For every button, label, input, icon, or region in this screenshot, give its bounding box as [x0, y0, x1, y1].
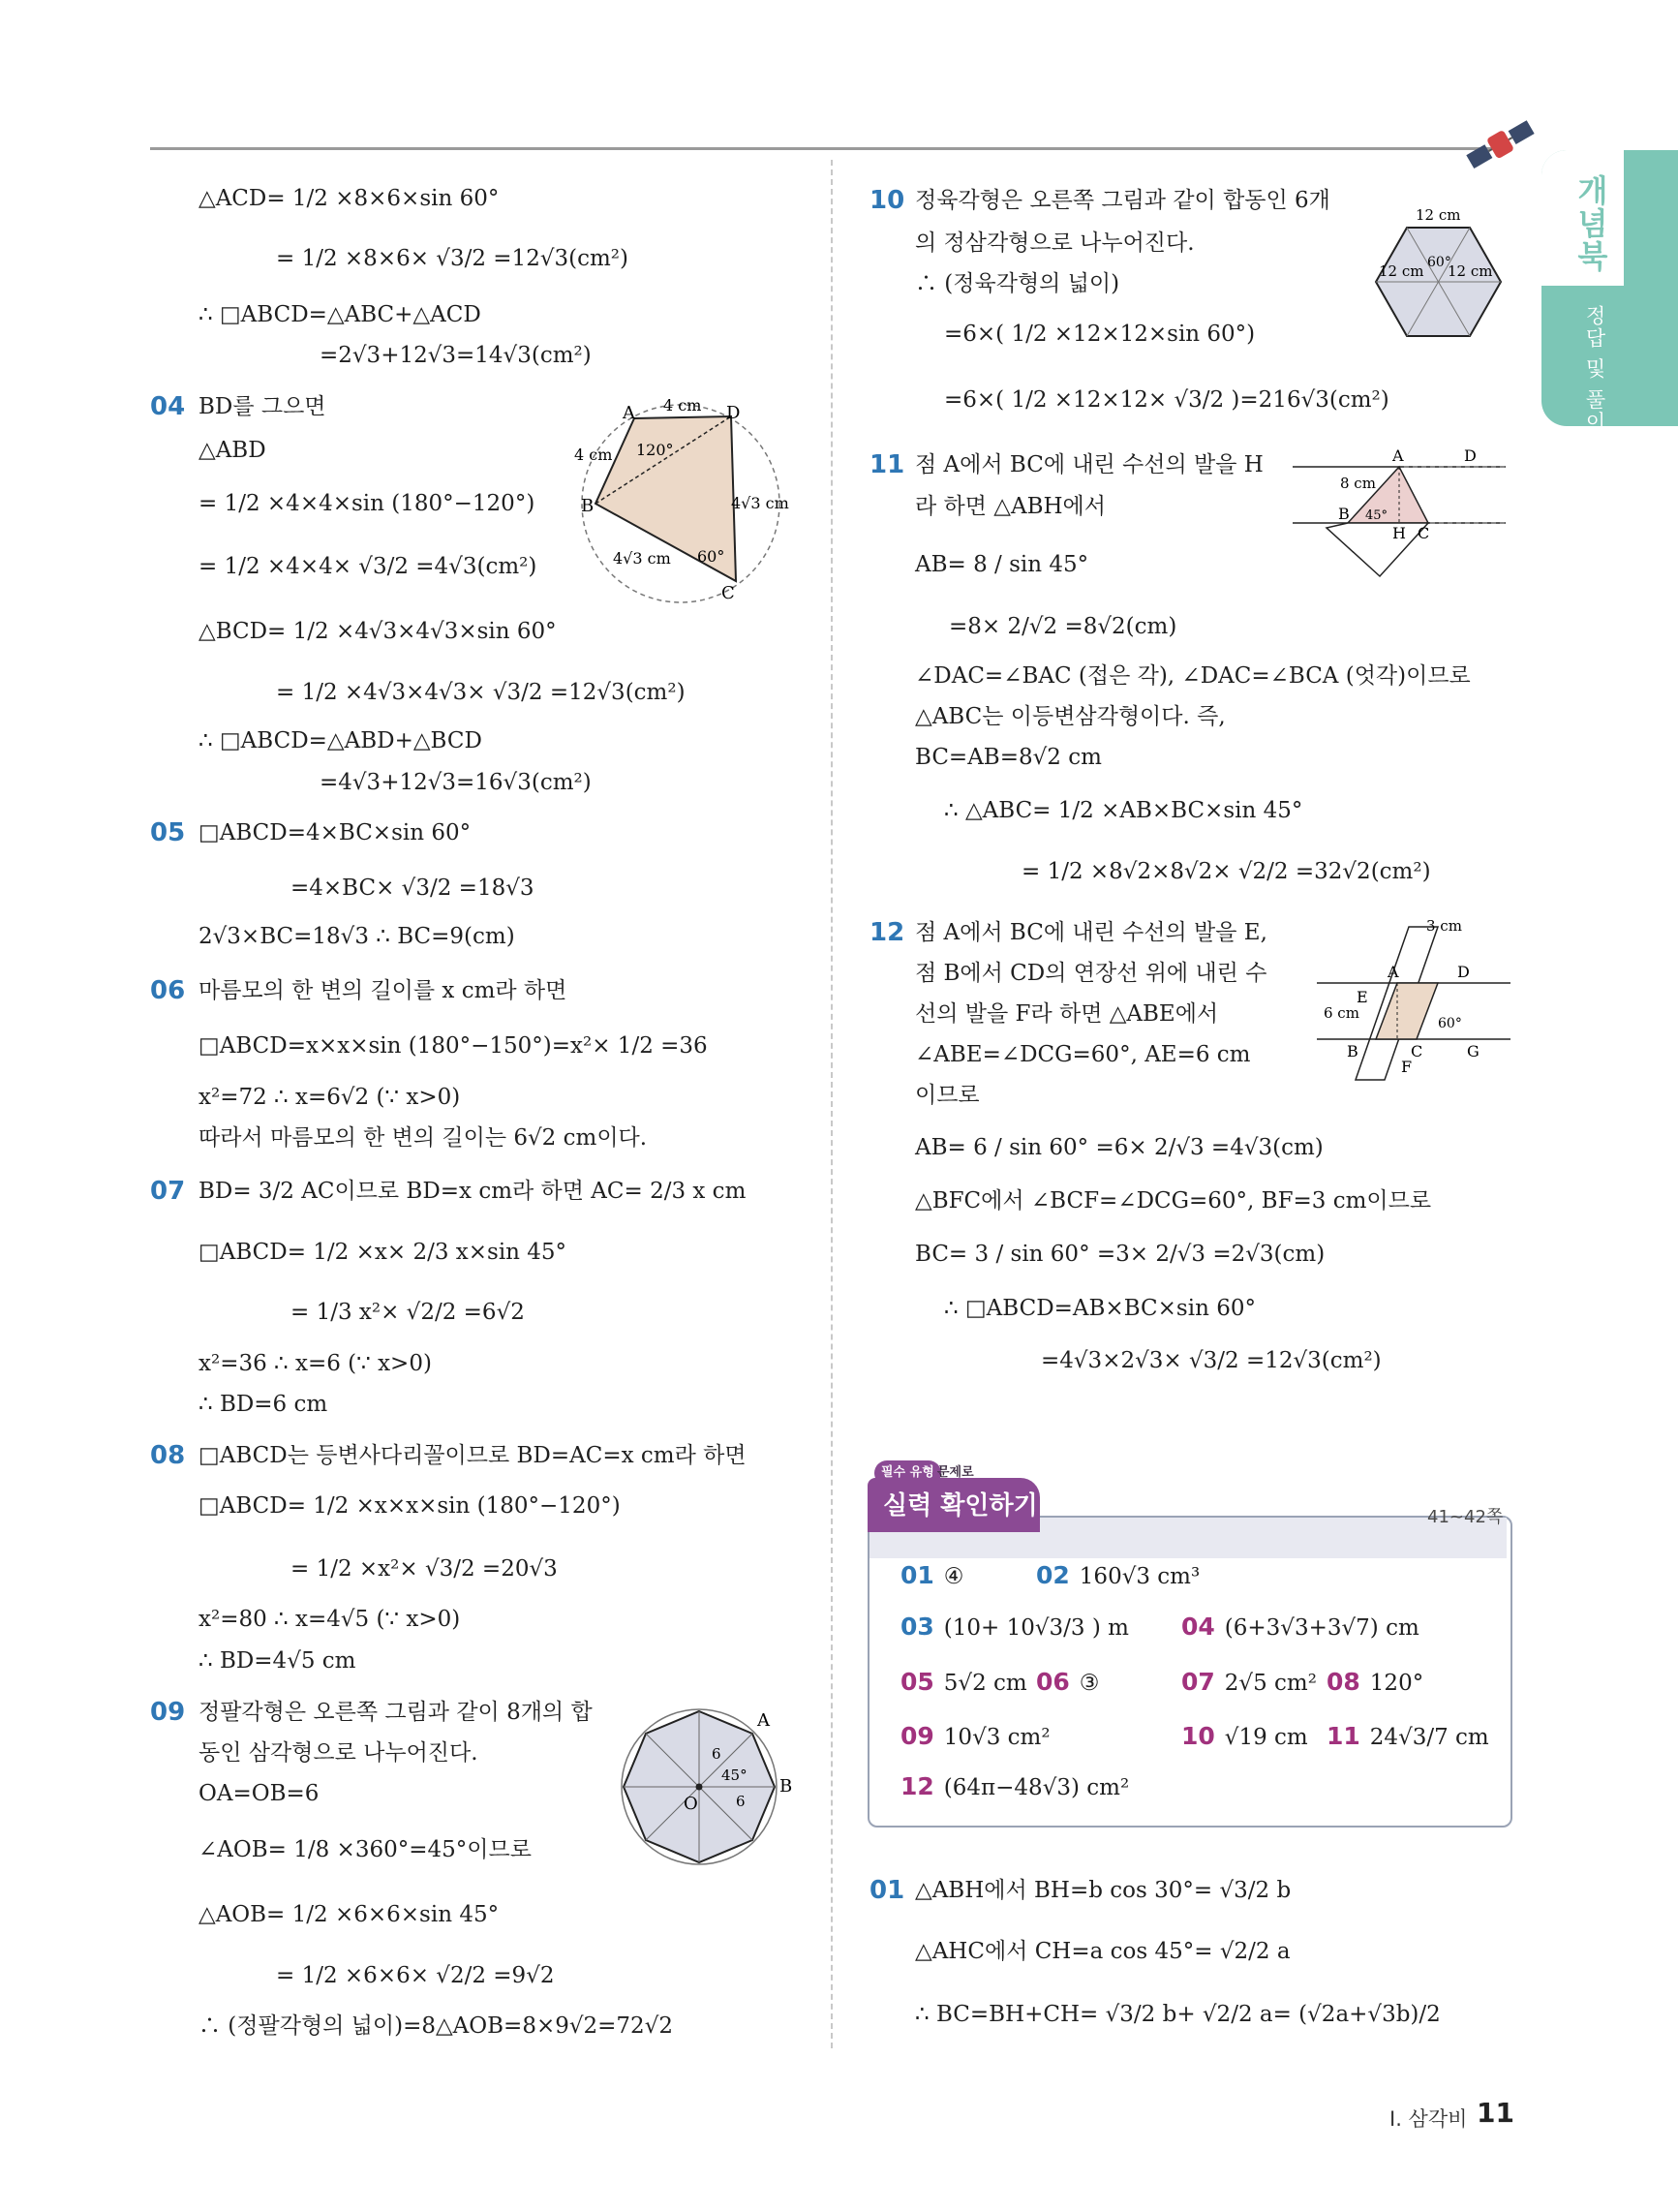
- text-line: ∴ BD=4√5 cm: [198, 1648, 356, 1674]
- text-line: □ABCD=x×x×sin (180°−150°)=x²× 1/2 =36: [198, 1033, 708, 1059]
- label-B: B: [779, 1776, 793, 1797]
- text-line: = 1/2 ×4×4× √3/2 =4√3(cm²): [198, 554, 537, 579]
- answer-box-pages: 41~42쪽: [1427, 1507, 1504, 1527]
- label-A: A: [1392, 446, 1404, 465]
- answer-value: 24√3/7 cm: [1369, 1725, 1489, 1750]
- answer-number: 10: [1181, 1722, 1215, 1750]
- answer-number: 07: [1181, 1668, 1215, 1696]
- text-line: ∴ (정육각형의 넓이): [915, 271, 1120, 296]
- text-line: 점 A에서 BC에 내린 수선의 발을 E,: [915, 920, 1267, 945]
- text-line: 선의 발을 F라 하면 △ABE에서: [915, 1001, 1219, 1027]
- label-F: F: [1401, 1058, 1413, 1076]
- text-line: ∴ □ABCD=△ABC+△ACD: [198, 302, 481, 327]
- figure-04: [566, 397, 799, 605]
- text-line: =4×BC× √3/2 =18√3: [290, 876, 534, 901]
- problem-number: 04: [150, 392, 186, 421]
- tab-main-label: 개념북: [1572, 174, 1609, 273]
- answer-number: 05: [900, 1668, 934, 1696]
- label-A: A: [1388, 963, 1399, 981]
- text-line: = 1/2 ×8√2×8√2× √2/2 =32√2(cm²): [1022, 859, 1431, 884]
- label-len: 4√3 cm: [613, 549, 671, 568]
- answer-number: 04: [1181, 1613, 1215, 1641]
- text-line: 정육각형은 오른쪽 그림과 같이 합동인 6개: [915, 188, 1330, 213]
- figure-09: [620, 1695, 804, 1879]
- text-line: = 1/2 ×x²× √3/2 =20√3: [290, 1556, 558, 1582]
- text-line: = 1/2 ×4√3×4√3× √3/2 =12√3(cm²): [276, 680, 686, 705]
- text-line: 의 정삼각형으로 나누어진다.: [915, 230, 1195, 256]
- badge-problem: 문제로: [937, 1465, 974, 1480]
- text-line: x²=36 ∴ x=6 (∵ x>0): [198, 1351, 432, 1376]
- text-line: =6×( 1/2 ×12×12× √3/2 )=216√3(cm²): [944, 387, 1389, 413]
- text-line: ∴ △ABC= 1/2 ×AB×BC×sin 45°: [944, 798, 1303, 823]
- label-A: A: [757, 1710, 770, 1731]
- text-line: △ACD= 1/2 ×8×6×sin 60°: [198, 186, 500, 211]
- label-len: 6 cm: [1324, 1004, 1359, 1022]
- text-line: 2√3×BC=18√3 ∴ BC=9(cm): [198, 924, 515, 949]
- text-line: ∠ABE=∠DCG=60°, AE=6 cm: [915, 1042, 1251, 1067]
- text-line: ∠DAC=∠BAC (접은 각), ∠DAC=∠BCA (엇각)이므로: [915, 663, 1471, 689]
- answer-value: (10+ 10√3/3 ) m: [943, 1615, 1129, 1641]
- label-angle: 120°: [636, 441, 674, 459]
- label-C: C: [1411, 1042, 1423, 1060]
- text-line: AB= 6 / sin 60° =6× 2/√3 =4√3(cm): [915, 1135, 1324, 1160]
- answer-value: 10√3 cm²: [943, 1725, 1051, 1750]
- answer-number: 09: [900, 1722, 934, 1750]
- text-line: 따라서 마름모의 한 변의 길이는 6√2 cm이다.: [198, 1125, 648, 1151]
- answer-item: [900, 1613, 1129, 1641]
- label-len: 4 cm: [663, 397, 702, 415]
- answer-value: √19 cm: [1224, 1725, 1308, 1750]
- answer-value: 5√2 cm: [943, 1671, 1027, 1696]
- text-line: 이므로: [915, 1083, 980, 1108]
- answer-item: [1327, 1722, 1489, 1750]
- label-A: A: [623, 403, 635, 423]
- answer-value: ③: [1079, 1671, 1100, 1696]
- text-line: =4√3+12√3=16√3(cm²): [320, 770, 592, 795]
- text-line: 점 A에서 BC에 내린 수선의 발을 H: [915, 452, 1264, 477]
- answer-item: [900, 1722, 1051, 1750]
- label-angle: 45°: [721, 1767, 747, 1784]
- label-C: C: [721, 583, 735, 603]
- text-line: 동인 삼각형으로 나누어진다.: [198, 1740, 478, 1766]
- text-line: ∴ □ABCD=△ABD+△BCD: [198, 728, 482, 753]
- problem-number: 06: [150, 976, 186, 1005]
- answer-item: [1181, 1668, 1317, 1696]
- text-line: △ABC는 이등변삼각형이다. 즉,: [915, 704, 1226, 729]
- figure-10: [1365, 199, 1510, 363]
- text-line: x²=72 ∴ x=6√2 (∵ x>0): [198, 1085, 461, 1110]
- problem-number: 11: [870, 450, 905, 479]
- label-len: 4 cm: [574, 445, 613, 464]
- label-O: O: [684, 1794, 698, 1814]
- label-C: C: [1418, 524, 1430, 542]
- text-line: = 1/2 ×6×6× √2/2 =9√2: [276, 1963, 555, 1988]
- label-len: 12 cm: [1448, 262, 1493, 280]
- figure-12: [1312, 915, 1515, 1085]
- label-G: G: [1467, 1042, 1480, 1060]
- text-line: ∴ BC=BH+CH= √3/2 b+ √2/2 a= (√2a+√3b)/2: [915, 2002, 1441, 2027]
- label-B: B: [1347, 1042, 1358, 1060]
- label-len: 8 cm: [1340, 475, 1376, 492]
- label-angle: 60°: [1438, 1016, 1462, 1031]
- label-angle: 60°: [1427, 255, 1451, 270]
- answer-item: [900, 1772, 1129, 1800]
- answer-value: ④: [943, 1564, 964, 1589]
- label-len: 4√3 cm: [731, 494, 789, 512]
- text-line: □ABCD는 등변사다리꼴이므로 BD=AC=x cm라 하면: [198, 1443, 747, 1468]
- label-angle: 45°: [1365, 508, 1388, 523]
- page-number: 11: [1477, 2097, 1514, 2129]
- text-line: 마름모의 한 변의 길이를 x cm라 하면: [198, 978, 567, 1003]
- text-line: △AHC에서 CH=a cos 45°= √2/2 a: [915, 1939, 1291, 1964]
- answer-item: [1327, 1668, 1423, 1696]
- answer-item: [900, 1561, 963, 1589]
- text-line: BD= 3/2 AC이므로 BD=x cm라 하면 AC= 2/3 x cm: [198, 1179, 747, 1204]
- answer-value: (64π−48√3) cm²: [943, 1775, 1130, 1800]
- text-line: ∠AOB= 1/8 ×360°=45°이므로: [198, 1837, 532, 1862]
- text-line: 정팔각형은 오른쪽 그림과 같이 8개의 합: [198, 1700, 593, 1725]
- header-rule: [150, 147, 1501, 150]
- text-line: △BFC에서 ∠BCF=∠DCG=60°, BF=3 cm이므로: [915, 1188, 1432, 1214]
- answer-item: [1036, 1561, 1200, 1589]
- problem-number: 05: [150, 818, 186, 847]
- text-line: =4√3×2√3× √3/2 =12√3(cm²): [1041, 1348, 1382, 1373]
- label-len: 12 cm: [1379, 262, 1424, 280]
- text-line: = 1/2 ×8×6× √3/2 =12√3(cm²): [276, 246, 628, 271]
- text-line: 점 B에서 CD의 연장선 위에 내린 수: [915, 961, 1267, 986]
- text-line: OA=OB=6: [198, 1781, 320, 1806]
- answer-value: (6+3√3+3√7) cm: [1224, 1615, 1419, 1641]
- label-B: B: [1338, 505, 1350, 523]
- text-line: △BCD= 1/2 ×4√3×4√3×sin 60°: [198, 619, 557, 644]
- label-H: H: [1392, 524, 1406, 542]
- label-D: D: [1457, 963, 1470, 981]
- problem-number: 09: [150, 1698, 186, 1727]
- text-line: △AOB= 1/2 ×6×6×sin 45°: [198, 1902, 500, 1927]
- answer-number: 11: [1327, 1722, 1360, 1750]
- answer-value: 120°: [1369, 1671, 1424, 1696]
- footer-chapter: I. 삼각비: [1389, 2107, 1468, 2131]
- label-E: E: [1357, 988, 1368, 1006]
- problem-number: 08: [150, 1441, 186, 1470]
- text-line: BD를 그으면: [198, 394, 326, 419]
- answer-number: 08: [1327, 1668, 1360, 1696]
- text-line: x²=80 ∴ x=4√5 (∵ x>0): [198, 1607, 461, 1632]
- text-line: 라 하면 △ABH에서: [915, 494, 1106, 519]
- column-divider: [831, 160, 833, 2048]
- answer-item: [1036, 1668, 1099, 1696]
- label-len: 6: [736, 1793, 746, 1810]
- label-D: D: [1464, 446, 1477, 465]
- text-line: AB= 8 / sin 45°: [915, 552, 1089, 577]
- text-line: BC= 3 / sin 60° =3× 2/√3 =2√3(cm): [915, 1242, 1326, 1267]
- figure-11: [1288, 445, 1510, 591]
- answer-number: 03: [900, 1613, 934, 1641]
- text-line: =6×( 1/2 ×12×12×sin 60°): [944, 322, 1256, 347]
- label-len: 12 cm: [1416, 206, 1461, 224]
- text-line: ∴ BD=6 cm: [198, 1392, 328, 1417]
- label-B: B: [581, 496, 595, 516]
- badge-required: 필수 유형: [874, 1460, 941, 1486]
- text-line: □ABCD= 1/2 ×x×x×sin (180°−120°): [198, 1493, 621, 1519]
- answer-number: 06: [1036, 1668, 1070, 1696]
- answer-item: [1181, 1613, 1419, 1641]
- text-line: =8× 2/√2 =8√2(cm): [949, 614, 1177, 639]
- text-line: △ABD: [198, 438, 266, 463]
- label-len: 6: [712, 1745, 721, 1763]
- text-line: =2√3+12√3=14√3(cm²): [320, 343, 592, 368]
- answer-item: [900, 1668, 1027, 1696]
- text-line: □ABCD= 1/2 ×x× 2/3 x×sin 45°: [198, 1240, 567, 1265]
- answer-item: [1181, 1722, 1308, 1750]
- text-line: △ABH에서 BH=b cos 30°= √3/2 b: [915, 1878, 1292, 1903]
- answer-value: 160√3 cm³: [1079, 1564, 1201, 1589]
- text-line: = 1/2 ×4×4×sin (180°−120°): [198, 491, 535, 516]
- text-line: = 1/3 x²× √2/2 =6√2: [290, 1300, 525, 1325]
- problem-number: 10: [870, 186, 905, 215]
- answer-box-title: 실력 확인하기: [883, 1491, 1038, 1521]
- tab-sub-label: 정답 및 풀이: [1583, 305, 1606, 434]
- text-line: ∴ (정팔각형의 넓이)=8△AOB=8×9√2=72√2: [198, 2013, 673, 2039]
- label-D: D: [726, 403, 741, 423]
- problem-number: 01: [870, 1876, 905, 1905]
- text-line: BC=AB=8√2 cm: [915, 745, 1102, 770]
- answer-number: 02: [1036, 1561, 1070, 1589]
- problem-number: 07: [150, 1177, 186, 1206]
- answer-number: 12: [900, 1772, 934, 1800]
- text-line: ∴ □ABCD=AB×BC×sin 60°: [944, 1296, 1256, 1321]
- label-angle: 60°: [697, 547, 725, 566]
- problem-number: 12: [870, 918, 905, 947]
- answer-number: 01: [900, 1561, 934, 1589]
- text-line: □ABCD=4×BC×sin 60°: [198, 820, 472, 845]
- answer-value: 2√5 cm²: [1224, 1671, 1317, 1696]
- label-len: 3 cm: [1426, 917, 1462, 935]
- satellite-icon: [1462, 111, 1540, 179]
